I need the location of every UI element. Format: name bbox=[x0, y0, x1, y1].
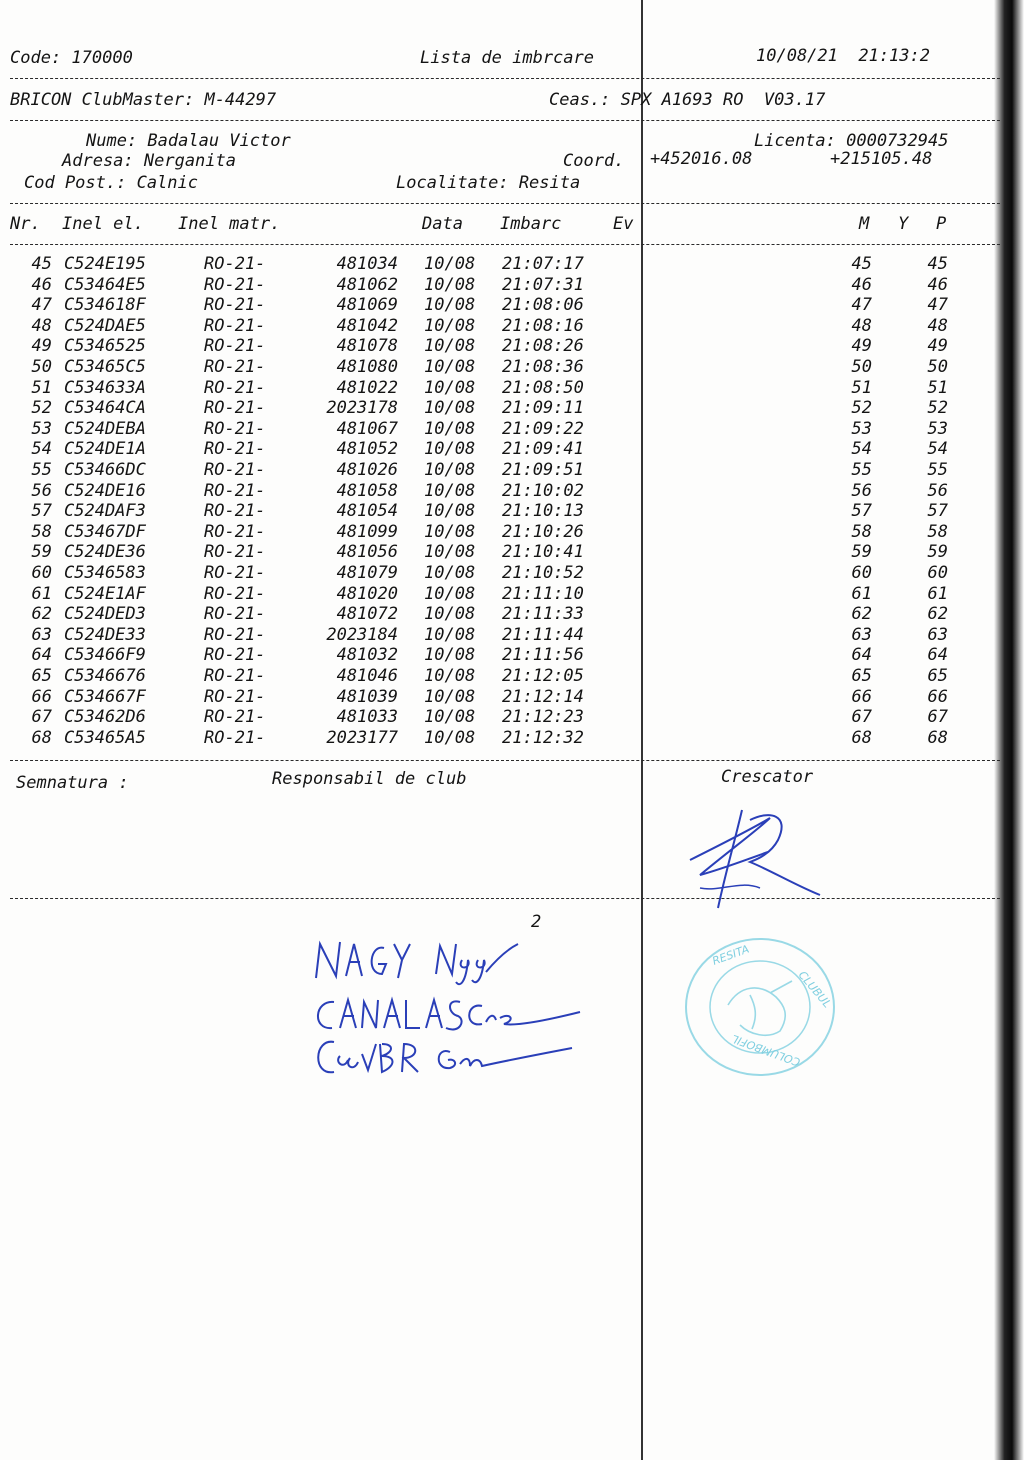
cell-nr: 67 bbox=[31, 707, 52, 728]
cell-data: 10/08 bbox=[424, 336, 476, 357]
cell-inel-el: C5346676 bbox=[64, 666, 146, 686]
cell-imbarc: 21:11:44 bbox=[502, 624, 584, 645]
divider bbox=[10, 244, 1000, 245]
col-inel-matr: Inel matr. bbox=[178, 214, 281, 234]
cell-inel-el: C53466F9 bbox=[64, 645, 146, 666]
cell-p: 58 bbox=[927, 521, 948, 542]
table-row bbox=[0, 522, 1024, 542]
cell-data: 10/08 bbox=[424, 480, 476, 501]
cell-prefix: RO-21- bbox=[204, 645, 266, 666]
cell-prefix: RO-21- bbox=[204, 563, 266, 583]
cell-nr: 46 bbox=[31, 274, 52, 295]
cell-data: 10/08 bbox=[424, 254, 476, 274]
cell-matr: 481058 bbox=[336, 480, 398, 501]
cell-imbarc: 21:10:26 bbox=[502, 521, 584, 542]
cell-matr: 481079 bbox=[336, 563, 398, 583]
cell-m: 55 bbox=[851, 460, 872, 480]
table-row bbox=[0, 460, 1024, 480]
cell-m: 68 bbox=[851, 727, 872, 748]
cell-data: 10/08 bbox=[424, 295, 476, 316]
cell-prefix: RO-21- bbox=[204, 521, 266, 542]
cell-inel-el: C53465A5 bbox=[64, 727, 146, 748]
col-nr: Nr. bbox=[10, 214, 41, 234]
cell-prefix: RO-21- bbox=[204, 707, 266, 728]
table-row bbox=[0, 398, 1024, 418]
cell-p: 45 bbox=[927, 254, 948, 274]
cell-nr: 61 bbox=[31, 583, 52, 604]
cell-imbarc: 21:12:23 bbox=[502, 707, 584, 728]
cell-nr: 60 bbox=[31, 563, 52, 583]
cell-imbarc: 21:09:41 bbox=[502, 439, 584, 460]
cell-m: 48 bbox=[851, 315, 872, 336]
table-row bbox=[0, 666, 1024, 686]
table-row bbox=[0, 316, 1024, 336]
cell-matr: 481078 bbox=[336, 336, 398, 357]
cell-data: 10/08 bbox=[424, 501, 476, 522]
cell-data: 10/08 bbox=[424, 604, 476, 625]
cell-m: 51 bbox=[851, 377, 872, 398]
cell-m: 66 bbox=[851, 686, 872, 707]
cell-p: 63 bbox=[927, 624, 948, 645]
cell-matr: 2023178 bbox=[326, 398, 398, 419]
cell-nr: 58 bbox=[31, 521, 52, 542]
cell-inel-el: C534633A bbox=[64, 377, 146, 398]
table-row bbox=[0, 419, 1024, 439]
cell-p: 61 bbox=[927, 583, 948, 604]
cell-matr: 481052 bbox=[336, 439, 398, 460]
table-row bbox=[0, 707, 1024, 727]
cell-nr: 68 bbox=[31, 727, 52, 748]
cell-imbarc: 21:10:13 bbox=[502, 501, 584, 522]
cell-matr: 481020 bbox=[336, 583, 398, 604]
cell-prefix: RO-21- bbox=[204, 315, 266, 336]
cell-imbarc: 21:08:36 bbox=[502, 357, 584, 377]
page-number: 2 bbox=[531, 912, 542, 932]
cell-p: 48 bbox=[927, 315, 948, 336]
cell-imbarc: 21:12:32 bbox=[502, 727, 584, 748]
cell-matr: 481033 bbox=[336, 707, 398, 728]
cell-m: 63 bbox=[851, 624, 872, 645]
cell-prefix: RO-21- bbox=[204, 439, 266, 460]
owner-address: Adresa: Nerganita bbox=[62, 151, 236, 171]
cell-matr: 481022 bbox=[336, 377, 398, 398]
col-inel-el: Inel el. bbox=[62, 214, 144, 234]
col-ev: Ev bbox=[613, 214, 634, 234]
cell-inel-el: C524DE33 bbox=[64, 624, 146, 645]
club-stamp bbox=[680, 935, 850, 1085]
cell-p: 46 bbox=[927, 274, 948, 295]
table-row bbox=[0, 604, 1024, 624]
coord-latitude: +452016.08 bbox=[650, 149, 753, 169]
table-row bbox=[0, 357, 1024, 377]
postal-code: Cod Post.: Calnic bbox=[24, 173, 198, 193]
cell-prefix: RO-21- bbox=[204, 480, 266, 501]
cell-nr: 63 bbox=[31, 624, 52, 645]
cell-m: 61 bbox=[851, 583, 872, 604]
cell-data: 10/08 bbox=[424, 460, 476, 480]
cell-p: 51 bbox=[927, 377, 948, 398]
cell-prefix: RO-21- bbox=[204, 295, 266, 316]
cell-m: 60 bbox=[851, 563, 872, 583]
cell-imbarc: 21:10:02 bbox=[502, 480, 584, 501]
cell-inel-el: C534667F bbox=[64, 686, 146, 707]
table-row bbox=[0, 378, 1024, 398]
handwritten-names bbox=[310, 930, 600, 1090]
cell-imbarc: 21:11:33 bbox=[502, 604, 584, 625]
cell-inel-el: C5346583 bbox=[64, 563, 146, 583]
cell-data: 10/08 bbox=[424, 398, 476, 419]
cell-prefix: RO-21- bbox=[204, 542, 266, 563]
table-row bbox=[0, 645, 1024, 665]
cell-nr: 64 bbox=[31, 645, 52, 666]
owner-name: Nume: Badalau Victor bbox=[86, 131, 291, 151]
cell-m: 46 bbox=[851, 274, 872, 295]
club-responsible-label: Responsabil de club bbox=[272, 769, 467, 789]
cell-matr: 481056 bbox=[336, 542, 398, 563]
cell-m: 56 bbox=[851, 480, 872, 501]
cell-imbarc: 21:08:16 bbox=[502, 315, 584, 336]
cell-inel-el: C524DED3 bbox=[64, 604, 146, 625]
cell-m: 67 bbox=[851, 707, 872, 728]
cell-data: 10/08 bbox=[424, 439, 476, 460]
cell-m: 53 bbox=[851, 418, 872, 439]
cell-data: 10/08 bbox=[424, 727, 476, 748]
svg-text:CLUBUL: CLUBUL bbox=[795, 968, 834, 1011]
cell-data: 10/08 bbox=[424, 666, 476, 686]
table-row bbox=[0, 275, 1024, 295]
cell-imbarc: 21:08:50 bbox=[502, 377, 584, 398]
cell-inel-el: C524DE36 bbox=[64, 542, 146, 563]
cell-matr: 481069 bbox=[336, 295, 398, 316]
cell-prefix: RO-21- bbox=[204, 666, 266, 686]
table-row bbox=[0, 584, 1024, 604]
cell-nr: 54 bbox=[31, 439, 52, 460]
cell-nr: 51 bbox=[31, 377, 52, 398]
cell-nr: 55 bbox=[31, 460, 52, 480]
cell-prefix: RO-21- bbox=[204, 460, 266, 480]
breeder-signature bbox=[680, 800, 830, 920]
cell-inel-el: C524E1AF bbox=[64, 583, 146, 604]
col-data: Data bbox=[422, 214, 463, 234]
cell-matr: 481046 bbox=[336, 666, 398, 686]
cell-data: 10/08 bbox=[424, 418, 476, 439]
cell-prefix: RO-21- bbox=[204, 418, 266, 439]
cell-prefix: RO-21- bbox=[204, 624, 266, 645]
table-row bbox=[0, 439, 1024, 459]
cell-inel-el: C53464CA bbox=[64, 398, 146, 419]
cell-p: 64 bbox=[927, 645, 948, 666]
cell-prefix: RO-21- bbox=[204, 583, 266, 604]
col-p: P bbox=[936, 214, 947, 234]
cell-imbarc: 21:09:51 bbox=[502, 460, 584, 480]
cell-inel-el: C53466DC bbox=[64, 460, 146, 480]
cell-nr: 45 bbox=[31, 254, 52, 274]
cell-p: 62 bbox=[927, 604, 948, 625]
table-row bbox=[0, 501, 1024, 521]
cell-imbarc: 21:08:26 bbox=[502, 336, 584, 357]
breeder-label: Crescator bbox=[721, 767, 814, 787]
cell-imbarc: 21:08:06 bbox=[502, 295, 584, 316]
cell-matr: 481042 bbox=[336, 315, 398, 336]
coord-longitude: +215105.48 bbox=[830, 149, 933, 169]
cell-inel-el: C524DEBA bbox=[64, 418, 146, 439]
cell-matr: 481026 bbox=[336, 460, 398, 480]
cell-p: 60 bbox=[927, 563, 948, 583]
cell-matr: 481032 bbox=[336, 645, 398, 666]
cell-p: 67 bbox=[927, 707, 948, 728]
cell-matr: 481062 bbox=[336, 274, 398, 295]
table-row bbox=[0, 542, 1024, 562]
cell-prefix: RO-21- bbox=[204, 336, 266, 357]
cell-inel-el: C524DE1A bbox=[64, 439, 146, 460]
cell-p: 59 bbox=[927, 542, 948, 563]
cell-inel-el: C524DE16 bbox=[64, 480, 146, 501]
cell-m: 45 bbox=[851, 254, 872, 274]
cell-imbarc: 21:07:31 bbox=[502, 274, 584, 295]
cell-data: 10/08 bbox=[424, 707, 476, 728]
table-row bbox=[0, 728, 1024, 748]
cell-data: 10/08 bbox=[424, 315, 476, 336]
cell-imbarc: 21:11:10 bbox=[502, 583, 584, 604]
col-m: M bbox=[859, 214, 870, 234]
cell-data: 10/08 bbox=[424, 377, 476, 398]
table-row bbox=[0, 687, 1024, 707]
cell-data: 10/08 bbox=[424, 583, 476, 604]
cell-p: 47 bbox=[927, 295, 948, 316]
cell-matr: 2023184 bbox=[326, 624, 398, 645]
cell-prefix: RO-21- bbox=[204, 254, 266, 274]
coord-label: Coord. bbox=[563, 151, 625, 171]
cell-m: 57 bbox=[851, 501, 872, 522]
cell-data: 10/08 bbox=[424, 274, 476, 295]
table-row bbox=[0, 625, 1024, 645]
divider bbox=[10, 78, 1000, 79]
cell-matr: 2023177 bbox=[326, 727, 398, 748]
cell-m: 62 bbox=[851, 604, 872, 625]
cell-p: 65 bbox=[927, 666, 948, 686]
cell-imbarc: 21:12:14 bbox=[502, 686, 584, 707]
cell-p: 50 bbox=[927, 357, 948, 377]
divider bbox=[10, 120, 1000, 121]
cell-prefix: RO-21- bbox=[204, 501, 266, 522]
cell-prefix: RO-21- bbox=[204, 377, 266, 398]
cell-m: 50 bbox=[851, 357, 872, 377]
cell-imbarc: 21:09:22 bbox=[502, 418, 584, 439]
cell-inel-el: C53467DF bbox=[64, 521, 146, 542]
cell-nr: 57 bbox=[31, 501, 52, 522]
cell-nr: 62 bbox=[31, 604, 52, 625]
table-row bbox=[0, 336, 1024, 356]
cell-inel-el: C53462D6 bbox=[64, 707, 146, 728]
cell-m: 59 bbox=[851, 542, 872, 563]
cell-prefix: RO-21- bbox=[204, 727, 266, 748]
svg-text:COLUMBOFIL: COLUMBOFIL bbox=[730, 1031, 803, 1069]
table-row bbox=[0, 295, 1024, 315]
table-row bbox=[0, 254, 1024, 274]
cell-m: 52 bbox=[851, 398, 872, 419]
cell-data: 10/08 bbox=[424, 542, 476, 563]
cell-p: 52 bbox=[927, 398, 948, 419]
license: Licenta: 0000732945 bbox=[754, 131, 949, 151]
cell-nr: 52 bbox=[31, 398, 52, 419]
cell-p: 56 bbox=[927, 480, 948, 501]
cell-p: 49 bbox=[927, 336, 948, 357]
table-row bbox=[0, 563, 1024, 583]
cell-nr: 49 bbox=[31, 336, 52, 357]
cell-nr: 48 bbox=[31, 315, 52, 336]
svg-text:RESITA: RESITA bbox=[710, 942, 751, 968]
cell-prefix: RO-21- bbox=[204, 686, 266, 707]
cell-inel-el: C534618F bbox=[64, 295, 146, 316]
cell-p: 57 bbox=[927, 501, 948, 522]
cell-nr: 53 bbox=[31, 418, 52, 439]
cell-p: 68 bbox=[927, 727, 948, 748]
cell-inel-el: C524E195 bbox=[64, 254, 146, 274]
clock-info: Ceas.: SPX A1693 RO V03.17 bbox=[549, 90, 826, 110]
cell-inel-el: C53465C5 bbox=[64, 357, 146, 377]
cell-matr: 481080 bbox=[336, 357, 398, 377]
cell-matr: 481034 bbox=[336, 254, 398, 274]
cell-nr: 65 bbox=[31, 666, 52, 686]
cell-nr: 66 bbox=[31, 686, 52, 707]
cell-imbarc: 21:10:41 bbox=[502, 542, 584, 563]
cell-p: 66 bbox=[927, 686, 948, 707]
cell-imbarc: 21:12:05 bbox=[502, 666, 584, 686]
cell-imbarc: 21:07:17 bbox=[502, 254, 584, 274]
cell-matr: 481054 bbox=[336, 501, 398, 522]
cell-data: 10/08 bbox=[424, 357, 476, 377]
code-label: Code: 170000 bbox=[10, 48, 133, 68]
col-imbarc: Imbarc bbox=[500, 214, 562, 234]
cell-m: 47 bbox=[851, 295, 872, 316]
cell-matr: 481072 bbox=[336, 604, 398, 625]
cell-inel-el: C5346525 bbox=[64, 336, 146, 357]
locality: Localitate: Resita bbox=[396, 173, 581, 193]
cell-data: 10/08 bbox=[424, 563, 476, 583]
divider bbox=[10, 760, 1000, 761]
cell-prefix: RO-21- bbox=[204, 357, 266, 377]
cell-m: 65 bbox=[851, 666, 872, 686]
table-row bbox=[0, 481, 1024, 501]
cell-m: 49 bbox=[851, 336, 872, 357]
cell-prefix: RO-21- bbox=[204, 398, 266, 419]
col-y: Y bbox=[898, 214, 909, 234]
cell-imbarc: 21:11:56 bbox=[502, 645, 584, 666]
cell-imbarc: 21:10:52 bbox=[502, 563, 584, 583]
signature-label: Semnatura : bbox=[16, 773, 129, 793]
cell-matr: 481067 bbox=[336, 418, 398, 439]
cell-p: 53 bbox=[927, 418, 948, 439]
cell-m: 54 bbox=[851, 439, 872, 460]
cell-p: 55 bbox=[927, 460, 948, 480]
cell-m: 64 bbox=[851, 645, 872, 666]
cell-data: 10/08 bbox=[424, 645, 476, 666]
header-datetime: 10/08/21 21:13:2 bbox=[756, 46, 930, 66]
cell-data: 10/08 bbox=[424, 521, 476, 542]
cell-matr: 481099 bbox=[336, 521, 398, 542]
cell-p: 54 bbox=[927, 439, 948, 460]
cell-prefix: RO-21- bbox=[204, 274, 266, 295]
cell-data: 10/08 bbox=[424, 686, 476, 707]
divider bbox=[10, 203, 1000, 204]
document-title: Lista de imbrcare bbox=[420, 48, 594, 68]
cell-inel-el: C53464E5 bbox=[64, 274, 146, 295]
cell-inel-el: C524DAE5 bbox=[64, 315, 146, 336]
cell-nr: 47 bbox=[31, 295, 52, 316]
divider bbox=[10, 898, 1000, 899]
cell-m: 58 bbox=[851, 521, 872, 542]
cell-imbarc: 21:09:11 bbox=[502, 398, 584, 419]
cell-matr: 481039 bbox=[336, 686, 398, 707]
cell-inel-el: C524DAF3 bbox=[64, 501, 146, 522]
cell-prefix: RO-21- bbox=[204, 604, 266, 625]
cell-nr: 56 bbox=[31, 480, 52, 501]
cell-nr: 50 bbox=[31, 357, 52, 377]
cell-data: 10/08 bbox=[424, 624, 476, 645]
club-master: BRICON ClubMaster: M-44297 bbox=[10, 90, 277, 110]
cell-nr: 59 bbox=[31, 542, 52, 563]
